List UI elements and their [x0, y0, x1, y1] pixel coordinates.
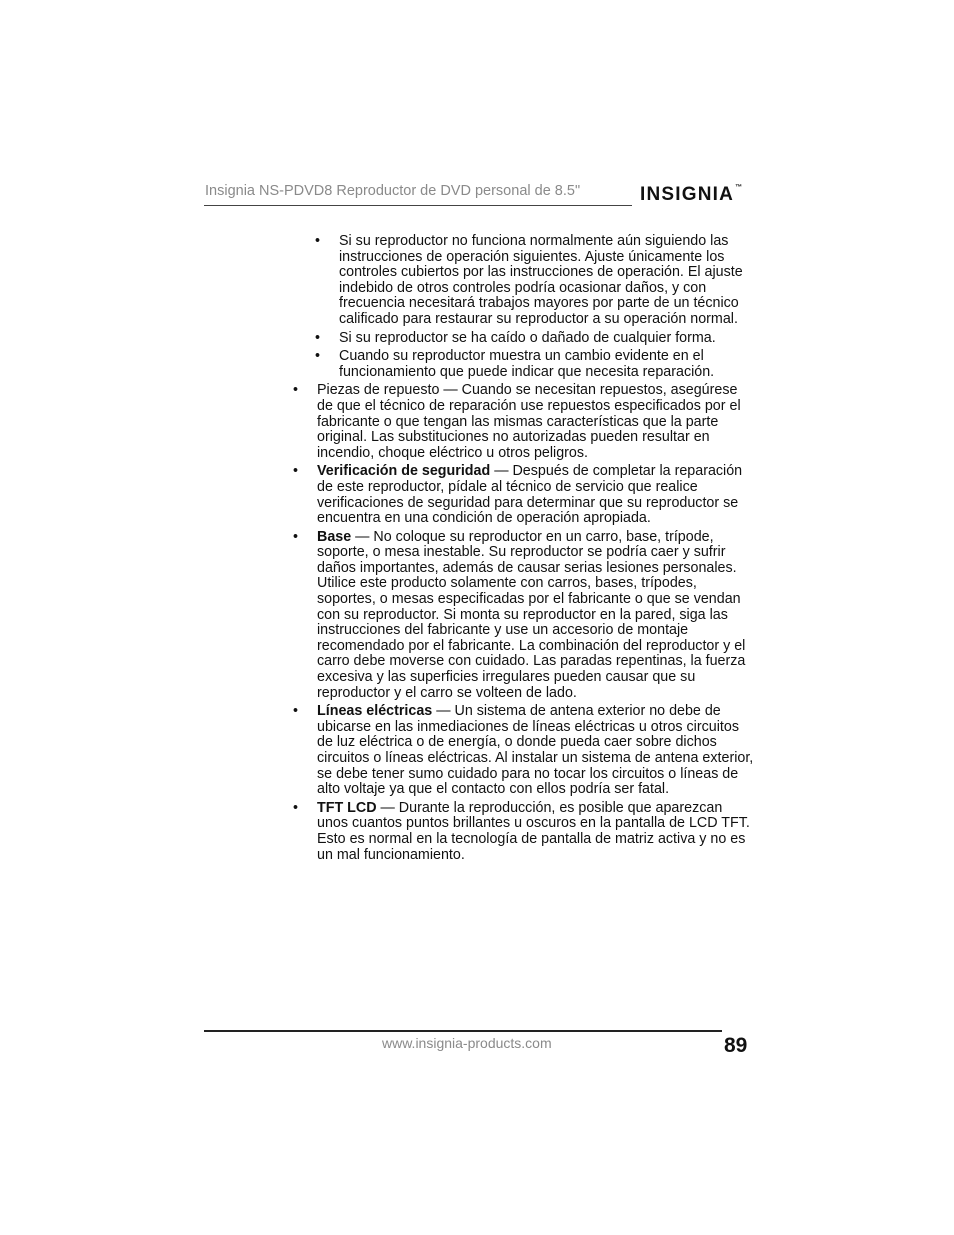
item-text: — Después de completar la reparación de este reproductor, pídale al técnico de servicio que realice verificaciones de seguridad para determinar que su reproductor se encuentra en una condición de operación apropiada.: [317, 463, 743, 527]
item-lead: Base: [317, 528, 352, 545]
header-divider: [204, 205, 632, 206]
list-item-tft: [292, 801, 754, 863]
sub-bullet-list: [314, 234, 754, 380]
footer-divider: [204, 1030, 722, 1032]
sub-list-item: • Cuando su reproductor muestra un cambio evidente en el funcionamiento que puede indicar que necesita reparación.: [314, 349, 754, 380]
item-lead: Líneas eléctricas: [317, 703, 433, 720]
page-number: 89: [724, 1034, 748, 1057]
list-item-base: [292, 530, 754, 702]
brand-wordmark: INSIGNIA: [640, 184, 735, 205]
insignia-logo: [640, 184, 742, 206]
item-lead: Verificación de seguridad: [317, 463, 491, 480]
item-text: — No coloque su reproductor en un carro, base, trípode, soporte, o mesa inestable. Su reproductor se podría caer y sufrir daños importantes, además de causar serias lesiones personales. Utilice este producto solamente con carros, bases, trípodes, soportes, o mesas especificadas por el fabricante o que se vendan con su reproductor. Si monta su reproductor en la pared, siga las instrucciones del fabricante y use un accesorio de montaje recomendado por el fabricante. La combinación del reproductor y el carro debe moverse con cuidado. Las paradas repentinas, la fuerza excesiva y las superficies irregulares pueden causar que su reproductor y el carro se volteen de lado.: [317, 528, 746, 701]
list-item-repuestos: [292, 383, 754, 461]
item-text: — Durante la reproducción, es posible que aparezcan unos cuantos puntos brillantes u oscuros en la pantalla de LCD TFT. Esto es normal en la tecnología de pantalla de matriz activa y no es un mal funcionamiento.: [317, 799, 750, 863]
page-body: [292, 234, 754, 866]
list-item-verificacion: [292, 464, 754, 526]
item-text: — Un sistema de antena exterior no debe de ubicarse en las inmediaciones de líneas eléctricas u otros circuitos de luz eléctrica o de energía, o donde pueda caer sobre dichos circuitos o líneas eléctricas. Al instalar un sistema de antena exterior, se debe tener sumo cuidado para no tocar los circuitos o líneas de alto voltaje ya que el contacto con ellos podría ser fatal.: [317, 703, 754, 798]
footer-url: www.insignia-products.com: [382, 1035, 552, 1051]
item-text: Piezas de repuesto — Cuando se necesitan repuestos, asegúrese de que el técnico de reparación use repuestos especificados por el fabricante o que tengan las mismas características que la parte original. Las substituciones no autorizadas pueden resultar en incendio, choque eléctrico u otros peligros.: [317, 382, 741, 461]
list-item-lineas: [292, 704, 754, 798]
sub-list-item: • Si su reproductor no funciona normalmente aún siguiendo las instrucciones de operación siguientes. Ajuste únicamente los controles cubiertos por las instrucciones de operación. El ajuste indebido de otros controles podría ocasionar daños, y con frecuencia necesitará trabajos mayores por parte de un técnico calificado para restaurar su reproductor a su operación normal.: [314, 234, 754, 328]
sub-list-item: • Si su reproductor se ha caído o dañado de cualquier forma.: [314, 331, 754, 347]
item-lead: TFT LCD: [317, 799, 377, 816]
trademark-symbol: ™: [735, 184, 743, 191]
running-header-title: Insignia NS-PDVD8 Reproductor de DVD personal de 8.5": [205, 183, 581, 199]
bullet-list: [292, 383, 754, 863]
